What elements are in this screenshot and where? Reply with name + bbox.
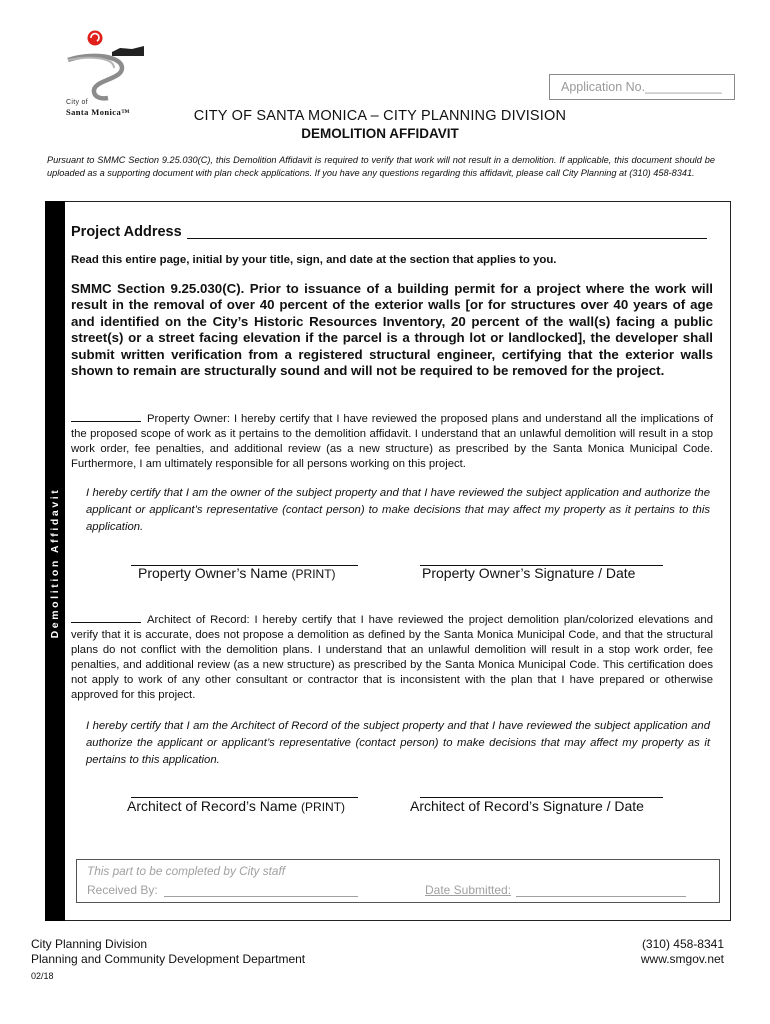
architect-name-text: Architect of Record’s Name [127, 798, 298, 814]
footer-revision: 02/18 [31, 971, 54, 981]
date-submitted-label: Date Submitted: [425, 883, 512, 897]
date-submitted-field[interactable] [516, 896, 686, 897]
owner-statement [71, 411, 713, 472]
intro-text: Pursuant to SMMC Section 9.25.030(C), this Demolition Affidavit is required to verify that work will not result in a demolition. If applicable, this document should be uploaded as a supporting document with plan check applications. If you have any questions regarding this affidavit, please call City Planning at (310) 458-8341. [47, 155, 715, 178]
read-instruction: Read this entire page, initial by your title, sign, and date at the section that applies to you. [71, 254, 557, 266]
architect-statement-text: Architect of Record: I hereby certify that I have reviewed the project demolition plan/colorized elevations and verify that it is accurate, does not propose a demolition as defined by the Santa Monica Municipal Code, and that the structural plans do not conflict with the demolition plans. I understand that an unlawful demolition will result in a stop work order, fee penalties, and additional review (as a new structure) as prescribed by the Santa Monica Municipal Code. This certification does not apply to work of any other consultant or contractor that is inconsistent with the plan that I have prepared or otherwise approved for this project. [71, 614, 713, 701]
footer-department: Planning and Community Development Department [31, 952, 306, 966]
owner-name-label [138, 565, 336, 581]
smmc-section-text: SMMC Section 9.25.030(C). Prior to issuance of a building permit for a project where the work will result in the removal of over 40 percent of the exterior walls [or for structures over 40 years of age and identified on the City’s Historic Resources Inventory, 20 percent of the wall(s) facing a public street(s) or a street facing elevation if the parcel is a through lot or landlocked], the developer shall submit written verification from a registered structural engineer, certifying that the exterior walls shown to remain are structurally sound and will not be required to be removed for the project. [71, 281, 713, 379]
architect-initial-field[interactable] [71, 612, 141, 623]
project-address-field[interactable] [187, 238, 707, 239]
received-by-label: Received By: [87, 883, 158, 897]
staff-section-title: This part to be completed by City staff [87, 864, 286, 878]
footer-division: City Planning Division [31, 937, 148, 951]
architect-print-label: (PRINT) [301, 800, 346, 814]
application-number-field[interactable]: Application No.___________ [549, 74, 735, 100]
footer-phone: (310) 458-8341 [641, 937, 724, 951]
owner-statement-text: Property Owner: I hereby certify that I have reviewed the proposed plans and understand all the implications of the proposed scope of work as it pertains to the demolition affidavit. I understand that an unlawful demolition will result in a stop work order, fee penalties, and additional review (as a new structure) as prescribed by the Santa Monica Municipal Code. Furthermore, I am ultimately responsible for all persons working on this project. [71, 413, 713, 470]
page-title: CITY OF SANTA MONICA – CITY PLANNING DIVISION [193, 108, 567, 124]
project-address-label: Project Address [71, 224, 182, 240]
architect-certification: I hereby certify that I am the Architect of Record of the subject property and that I have reviewed the subject application and authorize the applicant or applicant’s representative (contact person) to make decisions that may affect my property as it pertains to this application. [86, 720, 710, 766]
owner-initial-field[interactable] [71, 411, 141, 422]
footer-website[interactable]: www.smgov.net [640, 952, 724, 966]
sidebar-label: Demolition Affidavit [49, 487, 61, 639]
document-subtitle: DEMOLITION AFFIDAVIT [301, 126, 459, 141]
owner-name-text: Property Owner’s Name [138, 565, 288, 581]
logo-city-of: City of [66, 99, 88, 106]
received-by-field[interactable] [164, 896, 358, 897]
logo-santa-monica: Santa Monica™ [66, 107, 130, 117]
architect-name-label [127, 798, 345, 814]
owner-certification: I hereby certify that I am the owner of the subject property and that I have reviewed the subject application and authorize the applicant or applicant’s representative (contact person) to make decisions that may affect my property as it pertains to this application. [86, 487, 710, 533]
architect-signature-label: Architect of Record’s Signature / Date [410, 798, 644, 814]
architect-statement [71, 612, 713, 703]
owner-signature-label: Property Owner’s Signature / Date [422, 565, 636, 581]
owner-print-label: (PRINT) [291, 567, 336, 581]
